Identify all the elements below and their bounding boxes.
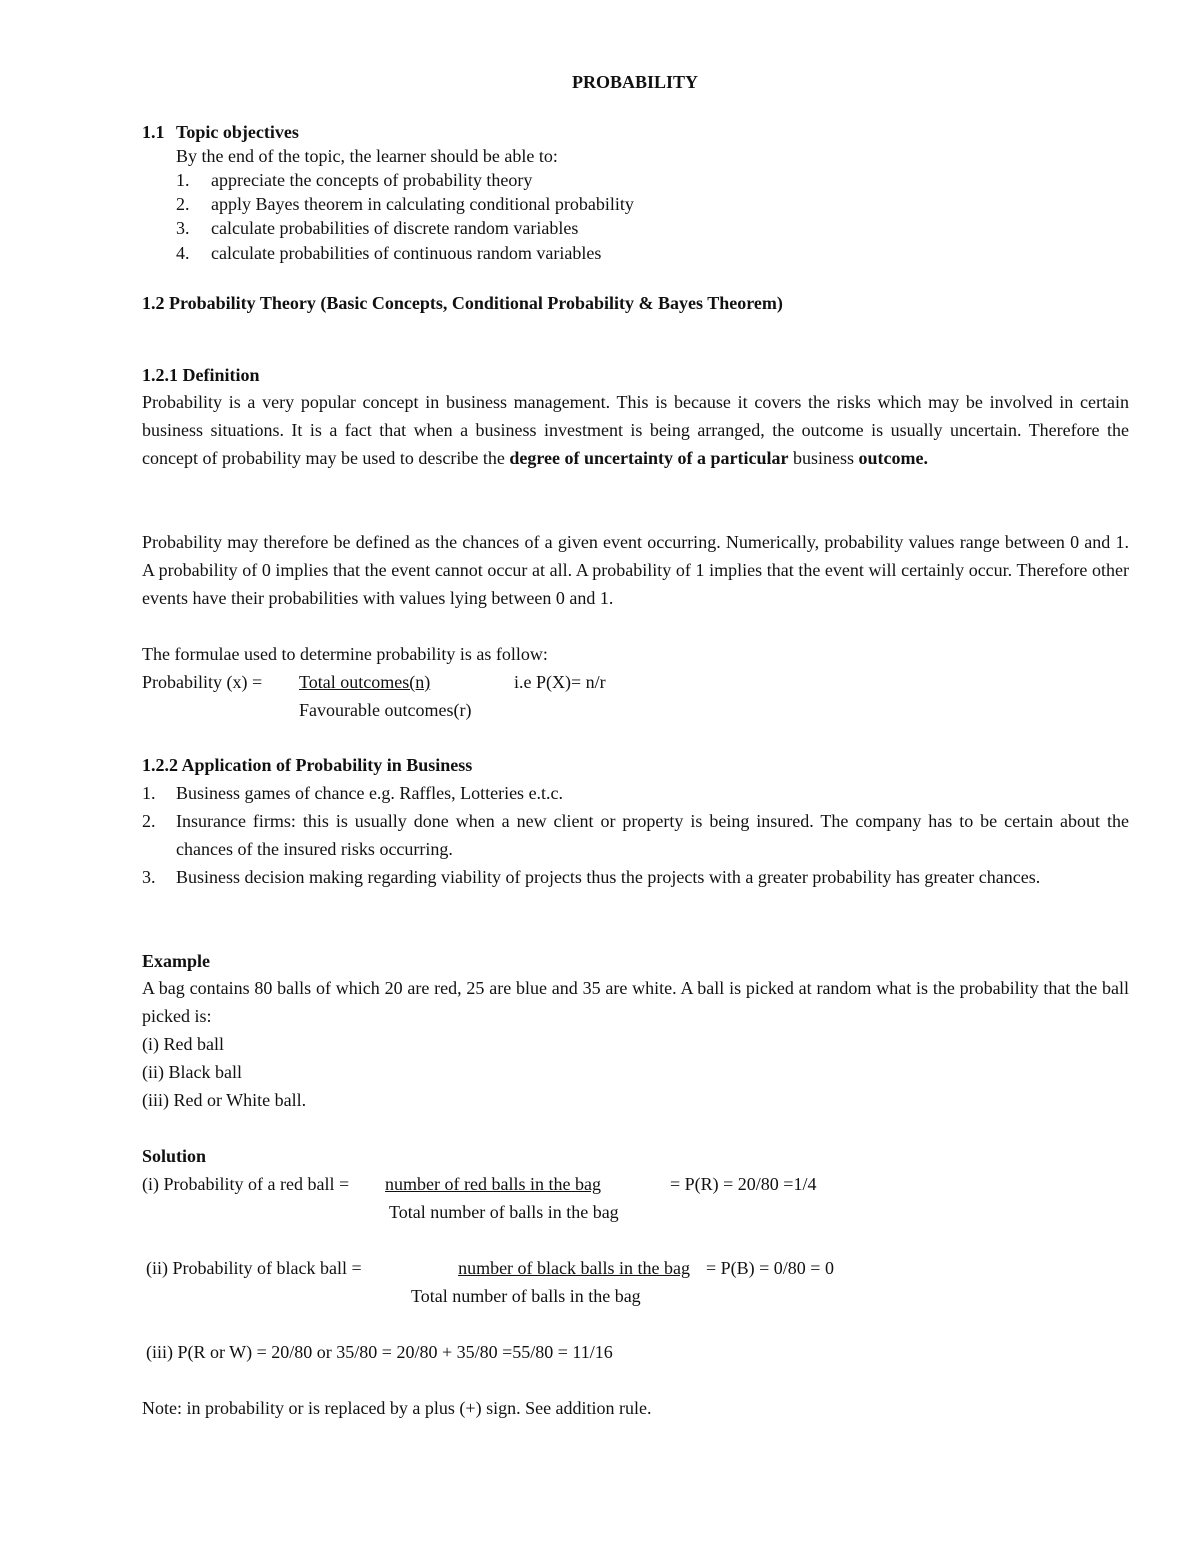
solution-2-result: = P(B) = 0/80 = 0 [706, 1258, 834, 1278]
objective-text: appreciate the concepts of probability theory [211, 170, 533, 190]
objectives-intro: By the end of the topic, the learner should be able to: [176, 146, 558, 166]
formula-intro: The formulae used to determine probability is as follow: [142, 644, 548, 664]
objective-text: calculate probabilities of discrete random variables [211, 218, 579, 238]
objective-number: 2. [176, 194, 190, 214]
list-number: 2. [142, 811, 156, 831]
example-text: A bag contains 80 balls of which 20 are red, 25 are blue and 35 are white. A ball is picked at random what is the probability that the ball picked is: [142, 978, 1129, 1026]
list-text: Business decision making regarding viability of projects thus the projects with a greater probability has greater chances. [176, 867, 1041, 887]
objective-number: 4. [176, 243, 190, 263]
objective-number: 3. [176, 218, 190, 238]
solution-2-denominator: Total number of balls in the bag [411, 1286, 641, 1306]
section-1-1-number: 1.1 [142, 122, 165, 142]
list-number: 1. [142, 783, 156, 803]
definition-emphasis: degree of uncertainty of a particular [509, 448, 789, 468]
solution-1-lhs: (i) Probability of a red ball = [142, 1174, 350, 1194]
definition-text: business [788, 448, 859, 468]
objective-text: apply Bayes theorem in calculating conditional probability [211, 194, 634, 214]
objective-number: 1. [176, 170, 190, 190]
solution-1-result: = P(R) = 20/80 =1/4 [670, 1174, 817, 1194]
solution-3: (iii) P(R or W) = 20/80 or 35/80 = 20/80 + 35/80 =55/80 = 11/16 [146, 1342, 613, 1362]
solution-2-numerator: number of black balls in the bag [458, 1258, 690, 1278]
list-item [142, 863, 1129, 891]
page-title: PROBABILITY [571, 72, 699, 92]
solution-2-lhs: (ii) Probability of black ball = [146, 1258, 362, 1278]
definition-paragraph [142, 388, 1129, 472]
formula-shorthand: i.e P(X)= n/r [514, 672, 606, 692]
list-item [142, 779, 1129, 807]
section-1-2-heading: 1.2 Probability Theory (Basic Concepts, Conditional Probability & Bayes Theorem) [142, 293, 783, 313]
section-1-2-2-heading: 1.2.2 Application of Probability in Business [142, 755, 473, 775]
example-question: (i) Red ball [142, 1034, 224, 1054]
objective-text: calculate probabilities of continuous random variables [211, 243, 602, 263]
solution-heading: Solution [142, 1146, 207, 1166]
formula-numerator: Total outcomes(n) [299, 672, 431, 692]
note-text: Note: in probability or is replaced by a plus (+) sign. See addition rule. [142, 1398, 652, 1418]
probability-range-paragraph: Probability may therefore be defined as the chances of a given event occurring. Numerically, probability values range between 0 and 1. A probability of 0 implies that the event cannot occur at all. A probability of 1 implies that the event will certainly occur. Therefore other events have their probabilities with values lying between 0 and 1. [142, 532, 1129, 608]
list-text: Business games of chance e.g. Raffles, Lotteries e.t.c. [176, 783, 564, 803]
list-item [142, 807, 1129, 863]
example-question: (iii) Red or White ball. [142, 1090, 307, 1110]
example-heading: Example [142, 951, 211, 971]
definition-text: Probability is a very popular concept in business management. This is because it covers the risks which may be involved in certain business situations. It is a fact that when a business investment is being arranged, the outcome is usually uncertain. Therefore the concept of probability may be used to describe the [142, 392, 1129, 468]
list-text: Insurance firms: this is usually done when a new client or property is being insured. The company has to be certain about the chances of the insured risks occurring. [176, 811, 1129, 859]
formula-denominator: Favourable outcomes(r) [299, 700, 472, 720]
section-1-2-1-heading: 1.2.1 Definition [142, 365, 260, 385]
definition-emphasis: outcome. [858, 448, 928, 468]
list-number: 3. [142, 867, 156, 887]
section-1-1-heading: Topic objectives [176, 122, 299, 142]
example-question: (ii) Black ball [142, 1062, 242, 1082]
formula-lhs: Probability (x) = [142, 672, 263, 692]
solution-1-numerator: number of red balls in the bag [385, 1174, 601, 1194]
solution-1-denominator: Total number of balls in the bag [389, 1202, 619, 1222]
